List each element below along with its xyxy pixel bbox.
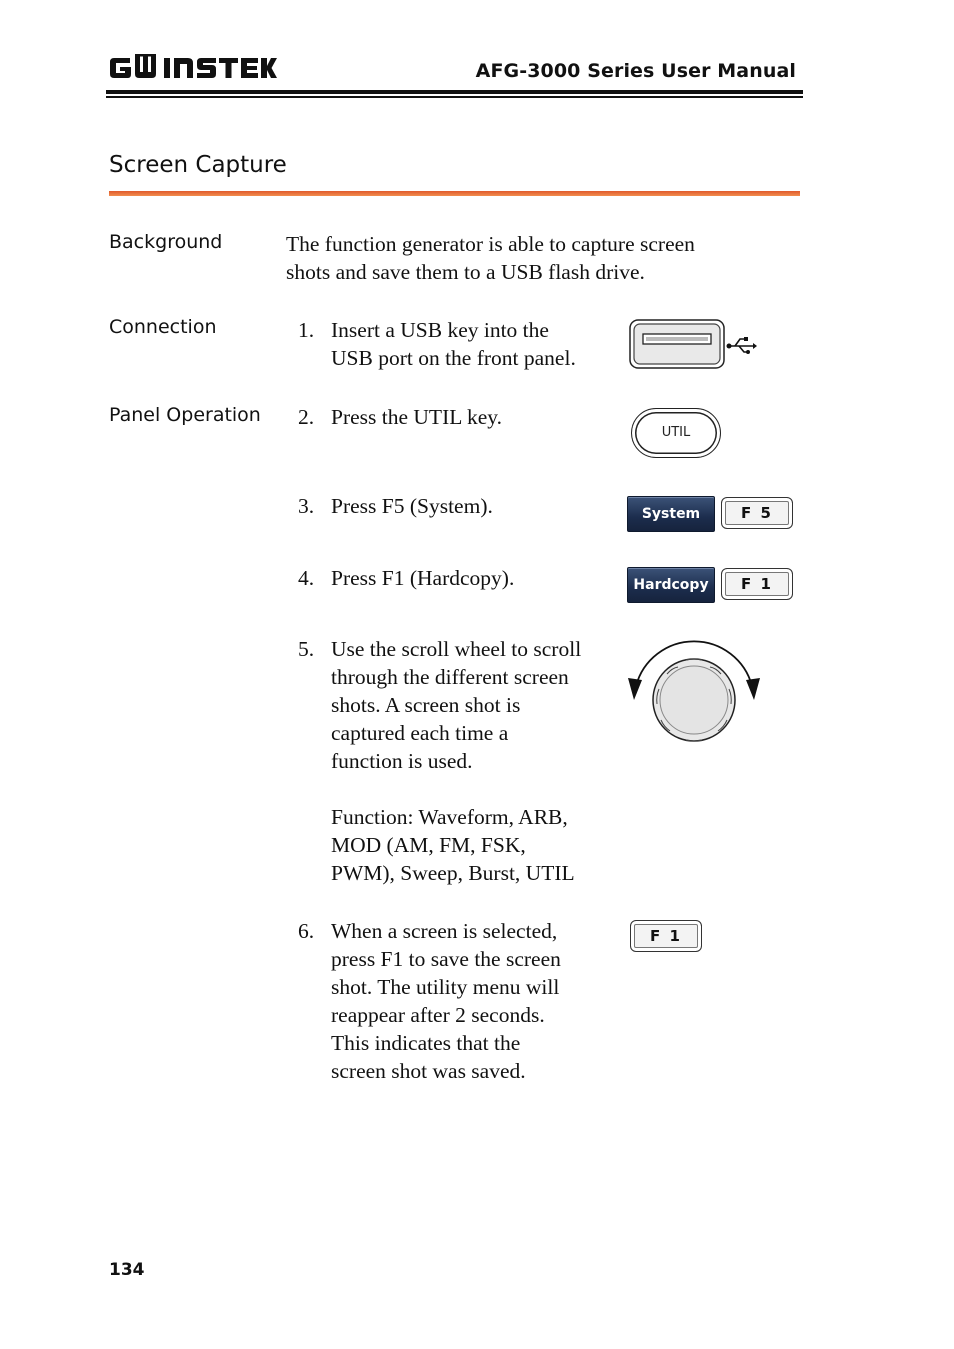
scroll-wheel-icon [626,634,762,746]
step-line: USB port on the front panel. [331,346,576,370]
step-number: 1. [298,318,315,342]
step-line: shots. A screen shot is [331,693,521,717]
step-text [331,635,581,775]
usb-port-icon [629,319,759,371]
background-label: Background [109,231,223,253]
scroll-wheel[interactable] [626,634,762,751]
step-line: Press the UTIL key. [331,405,502,429]
function-list [331,803,575,887]
background-text-line: shots and save them to a USB flash drive. [286,260,645,284]
util-key[interactable]: UTIL [631,408,721,458]
usb-symbol-icon [729,339,753,352]
step-line: Press F5 (System). [331,494,493,518]
step-line: shot. The utility menu will [331,975,560,999]
step-number: 4. [298,566,315,590]
header-rule [106,90,803,94]
step-number: 6. [298,919,315,943]
step-number: 2. [298,405,315,429]
panel-operation-label: Panel Operation [109,404,261,426]
step-text [331,917,561,1085]
step-line: Use the scroll wheel to scroll [331,637,582,661]
step-line: Press F1 (Hardcopy). [331,566,515,590]
usb-port-graphic [629,319,759,376]
step-line: press F1 to save the screen [331,947,561,971]
step-text [331,316,576,372]
function-list-line: MOD (AM, FM, FSK, [331,833,526,857]
f5-key[interactable]: F 5 [721,497,793,529]
step-text [331,564,514,592]
background-text [286,230,695,286]
function-list-line: PWM), Sweep, Burst, UTIL [331,861,575,885]
step-line: When a screen is selected, [331,919,558,943]
step-line: Insert a USB key into the [331,318,549,342]
header-rule-thin [106,96,803,98]
logo-icon [108,52,278,84]
step-number: 3. [298,494,315,518]
step-line: reappear after 2 seconds. [331,1003,545,1027]
system-softkey[interactable]: System [627,496,715,532]
function-list-line: Function: Waveform, ARB, [331,805,568,829]
section-title: Screen Capture [109,152,287,178]
step-text [331,403,502,431]
step-line: This indicates that the [331,1031,521,1055]
step-line: through the different screen [331,665,569,689]
manual-title: AFG-3000 Series User Manual [475,60,796,82]
f1-save-key[interactable]: F 1 [630,920,702,952]
step-line: captured each time a [331,721,509,745]
step-line: screen shot was saved. [331,1059,526,1083]
page-number: 134 [109,1260,145,1280]
step-number: 5. [298,637,315,661]
step-text [331,492,493,520]
section-rule [109,191,800,196]
hardcopy-softkey[interactable]: Hardcopy [627,567,715,603]
connection-label: Connection [109,316,217,338]
background-text-line: The function generator is able to capture screen [286,232,695,256]
gw-instek-logo [108,52,278,84]
f1-key[interactable]: F 1 [721,568,793,600]
step-line: function is used. [331,749,473,773]
